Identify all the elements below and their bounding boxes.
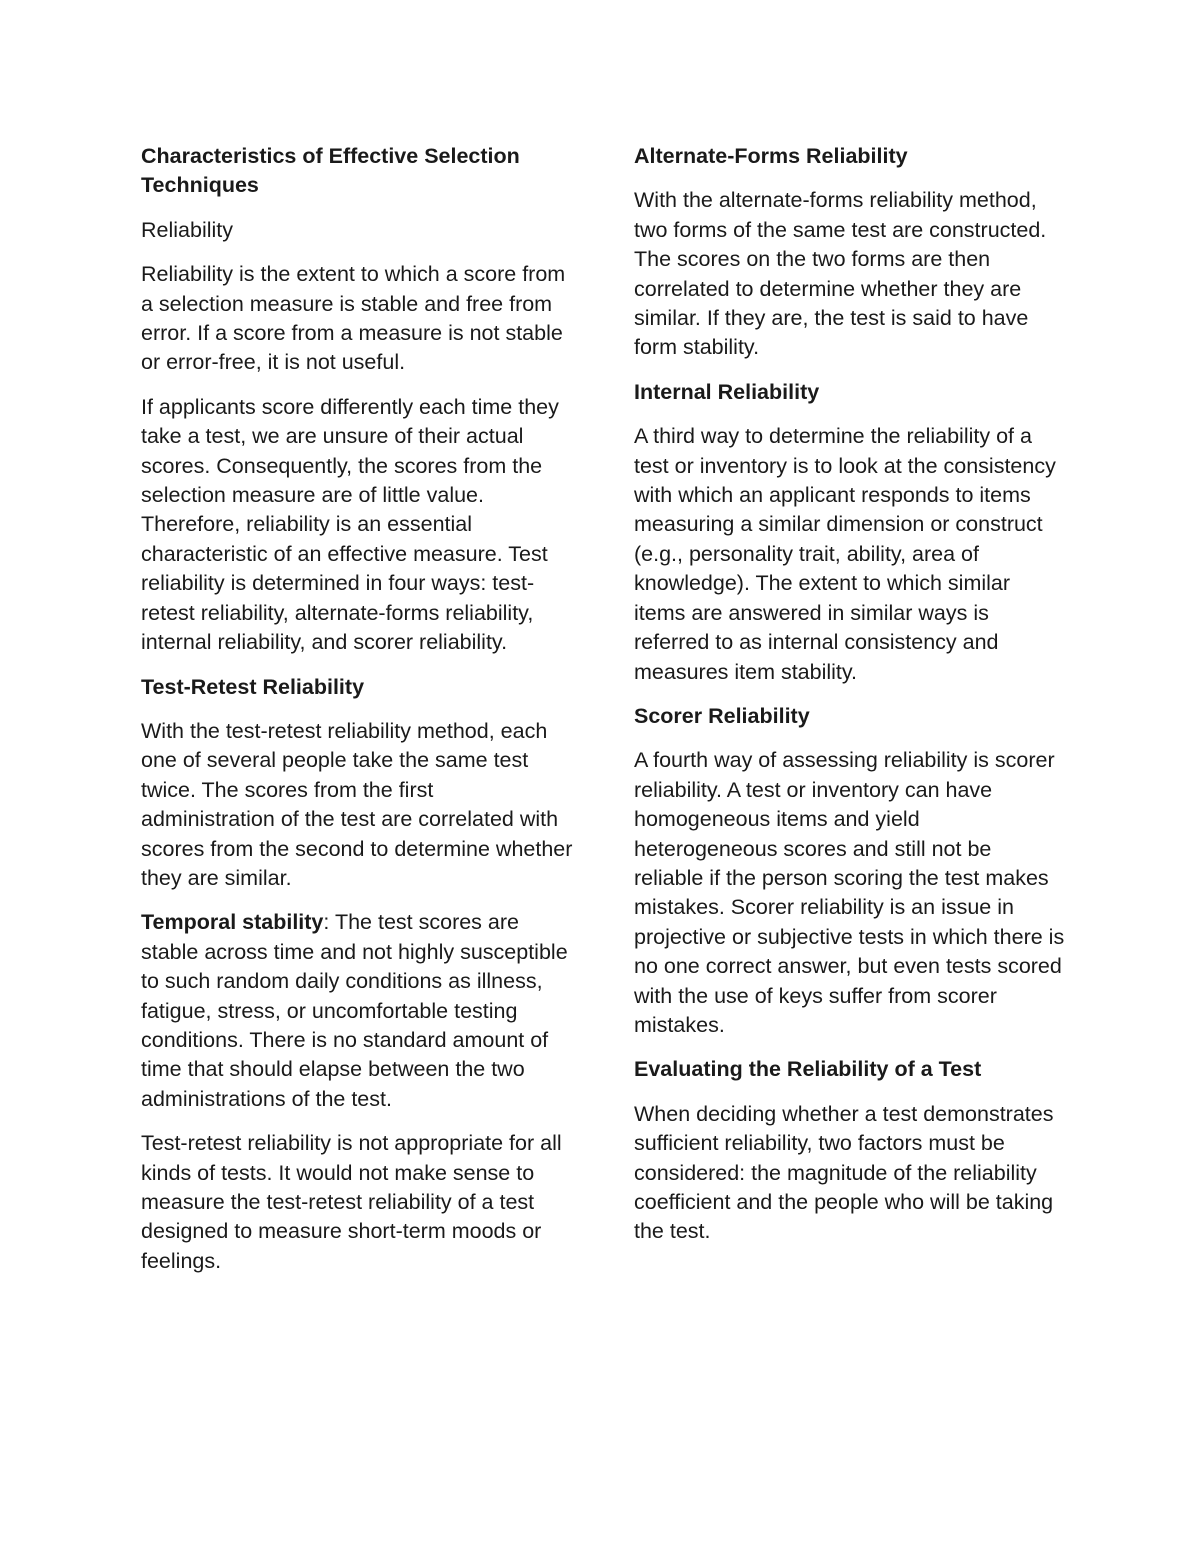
reliability-definition-paragraph: Reliability is the extent to which a score from a selection measure is stable and free from error. If a score from a measure is not stable or error-free, it is not useful. — [141, 262, 566, 375]
evaluating-reliability-paragraph: When deciding whether a test demonstrates sufficient reliability, two factors must be considered: the magnitude of the reliability coefficient and the people who will be taking the test. — [634, 1101, 1054, 1244]
internal-reliability-heading: Internal Reliability — [634, 379, 820, 404]
temporal-stability-paragraph — [141, 908, 573, 1114]
test-retest-heading: Test-Retest Reliability — [141, 674, 365, 699]
scorer-reliability-paragraph: A fourth way of assessing reliability is scorer reliability. A test or inventory can have homogeneous items and yield heterogeneous scores and still not be reliable if the person scoring the test makes mistakes. Scorer reliability is an issue in projective or subjective tests in which there is no one correct answer, but even tests scored with the use of keys suffer from scorer mistakes. — [634, 748, 1065, 1037]
evaluating-reliability-heading: Evaluating the Reliability of a Test — [634, 1057, 982, 1082]
section-label-reliability: Reliability — [141, 217, 234, 242]
scorer-reliability-heading: Scorer Reliability — [634, 703, 810, 728]
reliability-overview-paragraph: If applicants score differently each time they take a test, we are unsure of their actual scores. Consequently, the scores from the selection measure are of little value. Therefore, reliability is an essential characteristic of an effective measure. Test reliability is determined in four ways: test-retest reliability, alternate-forms reliability, internal reliability, and scorer reliability. — [141, 394, 559, 655]
temporal-stability-text: : The test scores are stable across time and not highly susceptible to such random daily conditions as illness, fatigue, stress, or uncomfortable testing conditions. There is no standard amount of time that should elapse between the two administrations of the test. — [141, 910, 568, 1111]
test-retest-limitation-paragraph: Test-retest reliability is not appropriate for all kinds of tests. It would not make sense to measure the test-retest reliability of a test designed to measure short-term moods or feelings. — [141, 1131, 562, 1273]
alternate-forms-heading: Alternate-Forms Reliability — [634, 144, 908, 168]
left-column — [141, 142, 573, 1291]
internal-reliability-paragraph: A third way to determine the reliability of a test or inventory is to look at the consistency with which an applicant responds to items measuring a similar dimension or construct (e.g., personality trait, ability, area of knowledge). The extent to which similar items are answered in similar ways is referred to as internal consistency and measures item stability. — [634, 424, 1056, 684]
test-retest-paragraph: With the test-retest reliability method, each one of several people take the same test twice. The scores from the first administration of the test are correlated with scores from the second to determine whether they are similar. — [141, 718, 573, 890]
document-title: Characteristics of Effective Selection Techniques — [141, 144, 520, 198]
alternate-forms-paragraph: With the alternate-forms reliability method, two forms of the same test are constructed. The scores on the two forms are then correlated to determine whether they are similar. If they are, the test is said to have form stability. — [634, 188, 1047, 360]
temporal-stability-term: Temporal stability — [141, 910, 324, 935]
right-column — [634, 142, 1066, 1262]
